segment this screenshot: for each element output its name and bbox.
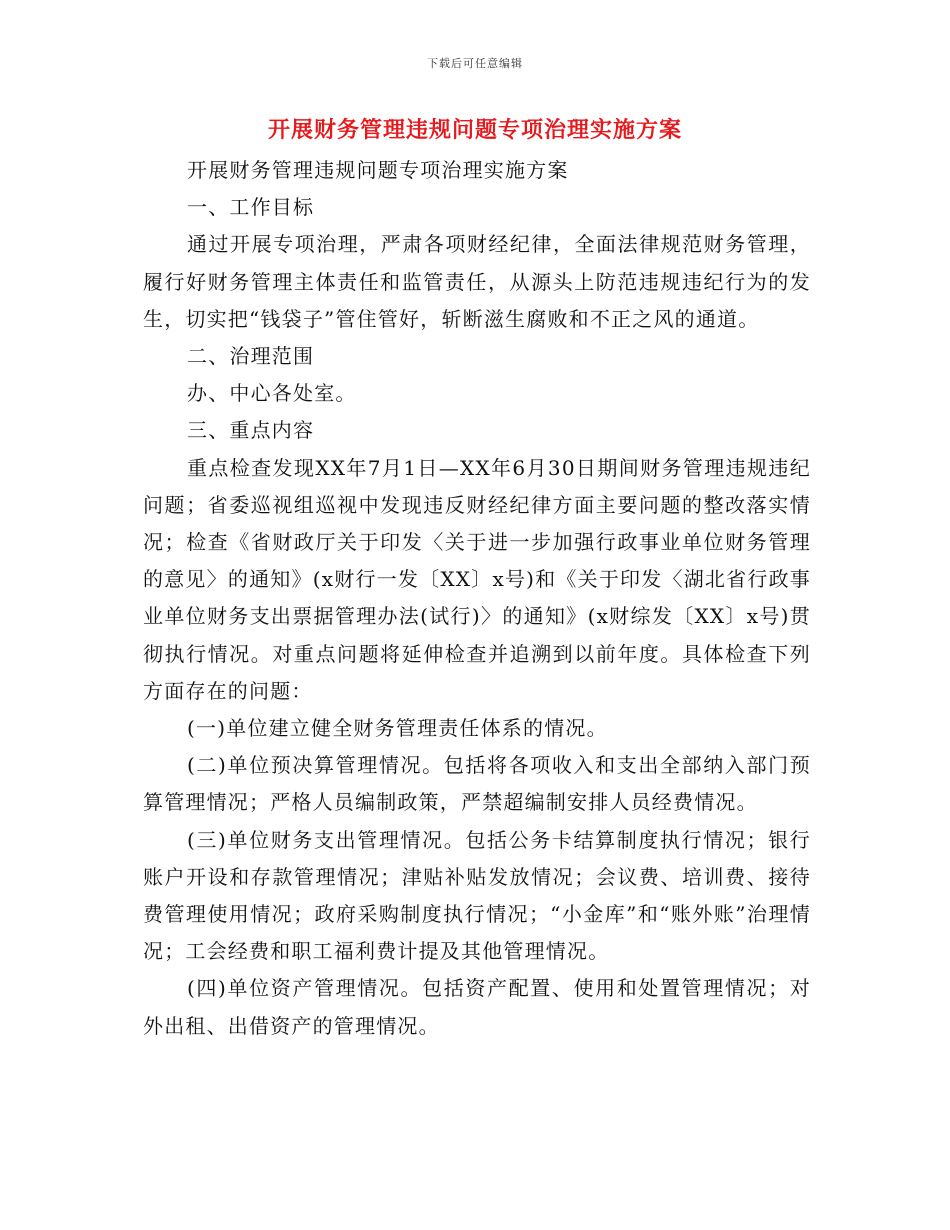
item-3-paragraph: (三)单位财务支出管理情况。包括公务卡结算制度执行情况；银行账户开设和存款管理情况；津贴补贴发放情况；会议费、培训费、接待费管理使用情况；政府采购制度执行情况；“小金库”和“账外账”治理情况；工会经费和职工福利费计提及其他管理情况。 [143, 827, 811, 964]
section-heading-goals: 一、工作目标 [187, 195, 315, 220]
item-1-paragraph: (一)单位建立健全财务管理责任体系的情况。 [187, 716, 608, 741]
paragraph-goals: 通过开展专项治理，严肃各项财经纪律，全面法律规范财务管理，履行好财务管理主体责任和监管责任，从源头上防范违规违纪行为的发生，切实把“钱袋子”管住管好，斩断滋生腐败和不正之风的通道。 [143, 232, 811, 331]
section-heading-key-content: 三、重点内容 [187, 418, 315, 443]
section-heading-scope: 二、治理范围 [187, 344, 315, 369]
subtitle-paragraph: 开展财务管理违规问题专项治理实施方案 [187, 158, 569, 182]
item-2-paragraph: (二)单位预决算管理情况。包括将各项收入和支出全部纳入部门预算管理情况；严格人员编制政策，严禁超编制安排人员经费情况。 [143, 753, 811, 815]
paragraph-scope: 办、中心各处室。 [187, 381, 357, 406]
header-note: 下载后可任意编辑 [427, 57, 523, 70]
paragraph-key-content: 重点检查发现XX年7月1日—XX年6月30日期间财务管理违规违纪问题；省委巡视组巡视中发现违反财经纪律方面主要问题的整改落实情况；检查《省财政厅关于印发〈关于进一步加强行政事业单位财务管理的意见〉的通知》(x财行一发〔XX〕x号)和《关于印发〈湖北省行政事业单位财务支出票据管理办法(试行)〉的通知》(x财综发〔XX〕x号)贯彻执行情况。对重点问题将延伸检查并追溯到以前年度。具体检查下列方面存在的问题： [143, 455, 811, 703]
item-4-paragraph: (四)单位资产管理情况。包括资产配置、使用和处置管理情况；对外出租、出借资产的管理情况。 [143, 976, 811, 1038]
document-title: 开展财务管理违规问题专项治理实施方案 [267, 117, 682, 143]
document-body [143, 152, 811, 1045]
